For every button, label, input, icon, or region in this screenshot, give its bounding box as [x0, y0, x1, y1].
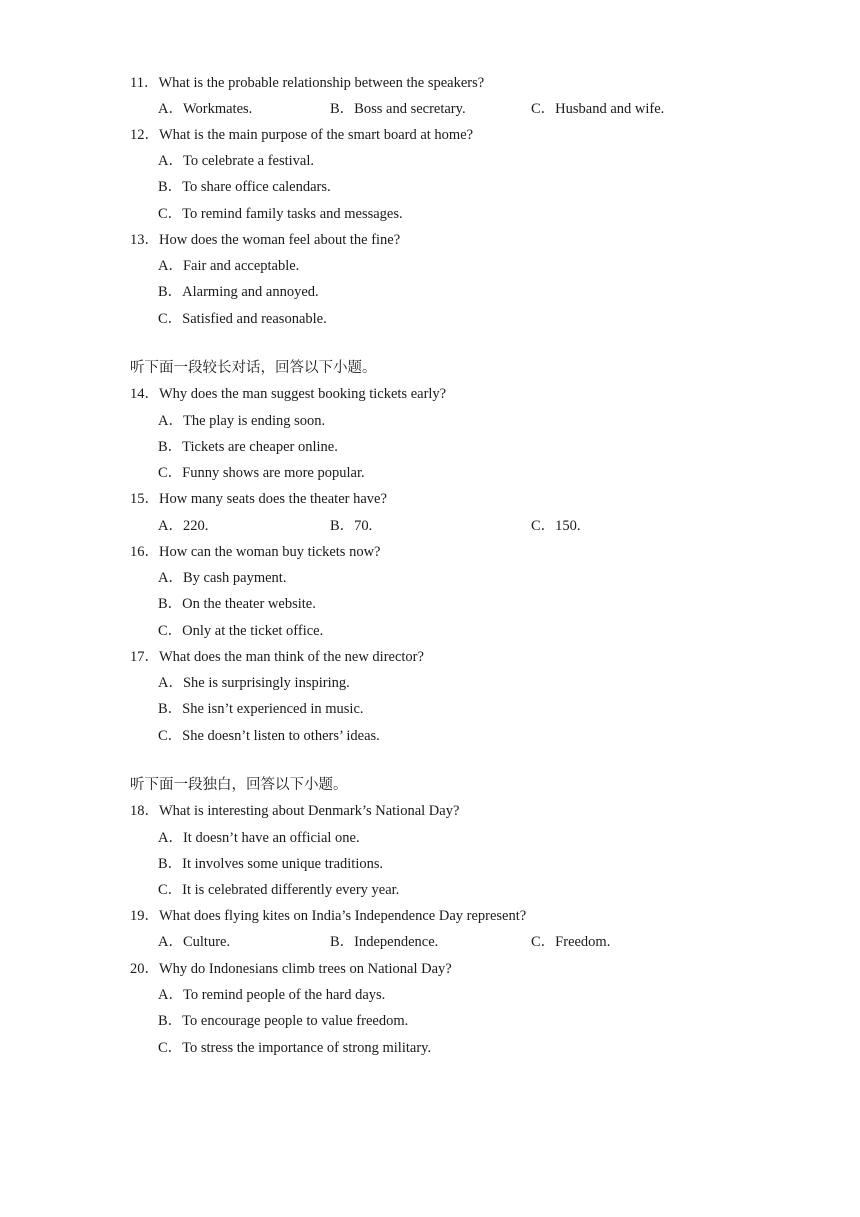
question-18-option-b: B．It involves some unique traditions. [158, 856, 384, 872]
section-heading-long-dialogue: 听下面一段较长对话，回答以下小题。 [130, 360, 377, 376]
question-20-option-c: C．To stress the importance of strong military. [158, 1040, 432, 1056]
question-13-option-b: B．Alarming and annoyed. [158, 284, 319, 300]
question-14-option-a: A．The play is ending soon. [158, 413, 326, 429]
question-16-option-c: C．Only at the ticket office. [158, 623, 324, 639]
question-11-option-b: B．Boss and secretary. [330, 101, 466, 117]
section-heading-monologue: 听下面一段独白，回答以下小题。 [130, 777, 348, 793]
question-19-stem: 19．What does flying kites on India’s Independence Day represent? [130, 908, 527, 924]
question-17-option-c: C．She doesn’t listen to others’ ideas. [158, 728, 380, 744]
question-19-option-c: C．Freedom. [531, 934, 611, 950]
question-13-option-c: C．Satisfied and reasonable. [158, 311, 327, 327]
question-15-option-a: A．220. [158, 518, 209, 534]
question-18-option-a: A．It doesn’t have an official one. [158, 830, 360, 846]
question-17-option-b: B．She isn’t experienced in music. [158, 701, 364, 717]
question-14-option-c: C．Funny shows are more popular. [158, 465, 365, 481]
question-20-stem: 20．Why do Indonesians climb trees on National Day? [130, 961, 452, 977]
question-15-stem: 15．How many seats does the theater have? [130, 491, 387, 507]
question-11-option-a: A．Workmates. [158, 101, 253, 117]
question-11-stem: 11．What is the probable relationship between the speakers? [130, 75, 485, 91]
question-12-option-b: B．To share office calendars. [158, 179, 331, 195]
question-17-stem: 17．What does the man think of the new director? [130, 649, 424, 665]
question-11-option-c: C．Husband and wife. [531, 101, 665, 117]
question-18-stem: 18．What is interesting about Denmark’s National Day? [130, 803, 460, 819]
question-12-option-c: C．To remind family tasks and messages. [158, 206, 403, 222]
question-14-stem: 14．Why does the man suggest booking tickets early? [130, 386, 447, 402]
question-19-option-b: B．Independence. [330, 934, 439, 950]
question-13-stem: 13．How does the woman feel about the fine? [130, 232, 401, 248]
question-14-option-b: B．Tickets are cheaper online. [158, 439, 338, 455]
question-16-option-a: A．By cash payment. [158, 570, 287, 586]
question-17-option-a: A．She is surprisingly inspiring. [158, 675, 350, 691]
question-15-option-b: B．70. [330, 518, 373, 534]
question-19-option-a: A．Culture. [158, 934, 231, 950]
question-18-option-c: C．It is celebrated differently every year. [158, 882, 400, 898]
question-20-option-b: B．To encourage people to value freedom. [158, 1013, 409, 1029]
question-16-stem: 16．How can the woman buy tickets now? [130, 544, 381, 560]
question-12-option-a: A．To celebrate a festival. [158, 153, 314, 169]
question-15-option-c: C．150. [531, 518, 581, 534]
question-16-option-b: B．On the theater website. [158, 596, 316, 612]
question-20-option-a: A．To remind people of the hard days. [158, 987, 386, 1003]
question-12-stem: 12．What is the main purpose of the smart board at home? [130, 127, 474, 143]
question-13-option-a: A．Fair and acceptable. [158, 258, 300, 274]
